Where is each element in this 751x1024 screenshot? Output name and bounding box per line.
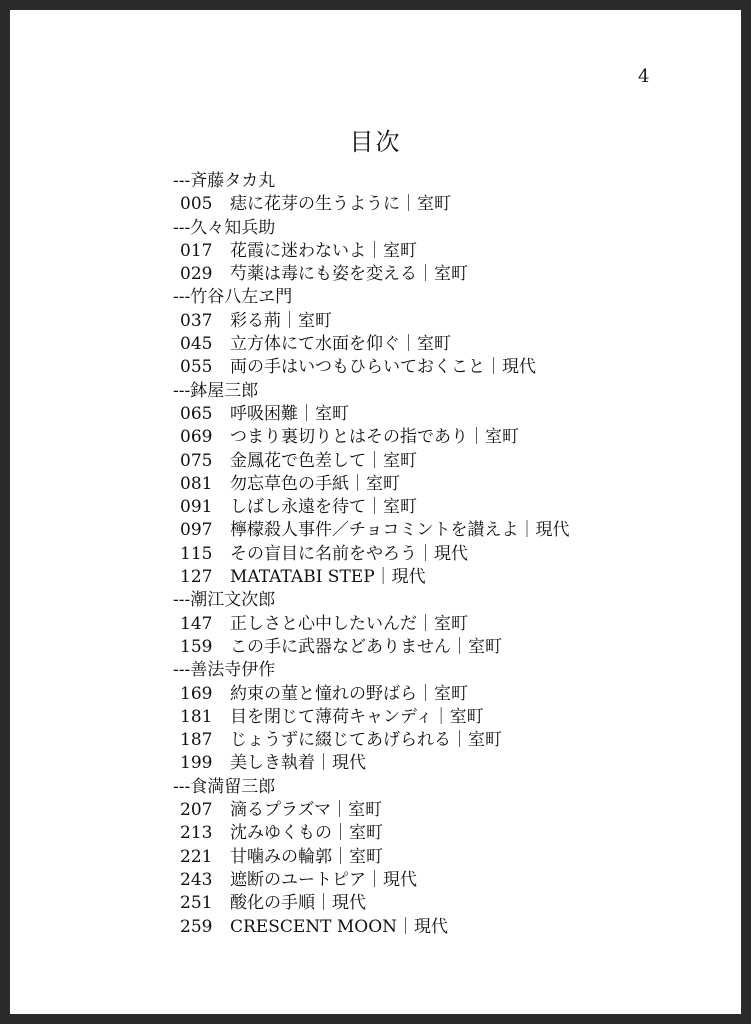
toc-entry-page-number: 029	[180, 264, 213, 285]
toc-entry	[173, 403, 570, 426]
toc-entry-page-number: 147	[180, 613, 213, 634]
toc-entry-title: 遮断のユートピア｜現代	[230, 869, 417, 890]
toc-entry	[173, 683, 570, 706]
toc-entry-title: 美しき執着｜現代	[230, 753, 366, 774]
toc-entry	[173, 916, 570, 939]
toc-author-heading: ---善法寺伊作	[173, 660, 276, 681]
toc-entry-page-number: 213	[180, 823, 213, 844]
toc-entry	[173, 193, 570, 216]
toc-entry-title: CRESCENT MOON｜現代	[230, 916, 449, 937]
toc-entry-page-number: 169	[180, 683, 213, 704]
toc-entry-page-number: 081	[180, 473, 213, 494]
toc-entry-page-number: 045	[180, 334, 213, 355]
toc-entry-page-number: 251	[180, 893, 213, 914]
toc-entry-page-number: 221	[180, 846, 213, 867]
toc-entry	[173, 473, 570, 496]
toc-entry-title: 金鳳花で色差して｜室町	[230, 450, 417, 471]
toc-entry	[173, 263, 570, 286]
toc-entry	[173, 450, 570, 473]
toc-entry-title: 滴るプラズマ｜室町	[230, 800, 383, 821]
toc-entry-page-number: 005	[180, 194, 213, 215]
toc-author-heading: ---鉢屋三郎	[173, 380, 259, 401]
toc-entry-page-number: 091	[180, 497, 213, 518]
toc-entry	[173, 846, 570, 869]
toc-entry-title: 立方体にて水面を仰ぐ｜室町	[230, 334, 451, 355]
toc-entry	[173, 799, 570, 822]
toc-entry-page-number: 159	[180, 636, 213, 657]
toc-entry-title: 檸檬殺人事件／チョコミントを讃えよ｜現代	[230, 520, 570, 541]
toc-entry-title: 酸化の手順｜現代	[230, 893, 366, 914]
toc-entry	[173, 566, 570, 589]
toc-entry	[173, 706, 570, 729]
toc-entry-title: 約束の菫と憧れの野ばら｜室町	[230, 683, 468, 704]
toc-entry-title: この手に武器などありません｜室町	[230, 636, 502, 657]
toc-entry-page-number: 127	[180, 567, 213, 588]
toc-author-heading: ---食満留三郎	[173, 776, 276, 797]
toc-entry	[173, 636, 570, 659]
toc-entry	[173, 519, 570, 542]
page-number: 4	[638, 66, 650, 87]
toc-entry-title: 花霞に迷わないよ｜室町	[230, 240, 417, 261]
page-title: 目次	[349, 128, 402, 156]
toc-entry-page-number: 207	[180, 800, 213, 821]
toc-entry-page-number: 243	[180, 869, 213, 890]
toc-entry-title: じょうずに綴じてあげられる｜室町	[230, 730, 502, 751]
toc-entry-page-number: 065	[180, 403, 213, 424]
toc-entry-page-number: 199	[180, 753, 213, 774]
toc-entry-page-number: 259	[180, 916, 213, 937]
toc-entry	[173, 240, 570, 263]
toc-entry	[173, 613, 570, 636]
toc-entry	[173, 333, 570, 356]
toc-entry-title: 正しさと心中したいんだ｜室町	[230, 613, 468, 634]
toc-entry-title: 彩る荊｜室町	[230, 310, 332, 331]
toc-entry-title: 両の手はいつもひらいておくこと｜現代	[230, 357, 536, 378]
toc-author-heading: ---潮江文次郎	[173, 590, 276, 611]
toc-entry	[173, 892, 570, 915]
toc-entry	[173, 869, 570, 892]
toc-entry	[173, 543, 570, 566]
toc-entry-page-number: 115	[180, 543, 213, 564]
toc-entry-title: 芍薬は毒にも姿を変える｜室町	[230, 264, 468, 285]
toc-entry	[173, 822, 570, 845]
toc-entry	[173, 496, 570, 519]
toc-entry-title: 痣に花芽の生うように｜室町	[230, 194, 451, 215]
toc-entry-page-number: 017	[180, 240, 213, 261]
toc-entry-title: しばし永遠を待て｜室町	[230, 497, 417, 518]
toc-author-heading: ---竹谷八左ヱ門	[173, 287, 293, 308]
toc-entry-page-number: 075	[180, 450, 213, 471]
document-page	[10, 10, 741, 1014]
toc-entry	[173, 752, 570, 775]
toc-entry-page-number: 187	[180, 730, 213, 751]
toc-entry-page-number: 069	[180, 427, 213, 448]
toc-entry-title: その盲目に名前をやろう｜現代	[230, 543, 468, 564]
toc-author-heading: ---久々知兵助	[173, 217, 276, 238]
toc-entry	[173, 356, 570, 379]
toc-entry-title: MATATABI STEP｜現代	[230, 567, 426, 588]
toc-entry	[173, 426, 570, 449]
toc-entry-title: 呼吸困難｜室町	[230, 403, 349, 424]
toc-entry	[173, 310, 570, 333]
toc-entry-title: つまり裏切りとはその指であり｜室町	[230, 427, 519, 448]
toc-entry-page-number: 055	[180, 357, 213, 378]
toc-entry-page-number: 181	[180, 706, 213, 727]
toc-entry-page-number: 037	[180, 310, 213, 331]
toc-entry-title: 沈みゆくもの｜室町	[230, 823, 383, 844]
toc-entry-title: 勿忘草色の手紙｜室町	[230, 473, 400, 494]
toc-entry	[173, 729, 570, 752]
toc-author-heading: ---斉藤タカ丸	[173, 171, 276, 191]
table-of-contents	[173, 170, 570, 939]
toc-entry-page-number: 097	[180, 520, 213, 541]
toc-entry-title: 甘噛みの輪郭｜室町	[230, 846, 383, 867]
toc-entry-title: 目を閉じて薄荷キャンディ｜室町	[230, 706, 484, 727]
